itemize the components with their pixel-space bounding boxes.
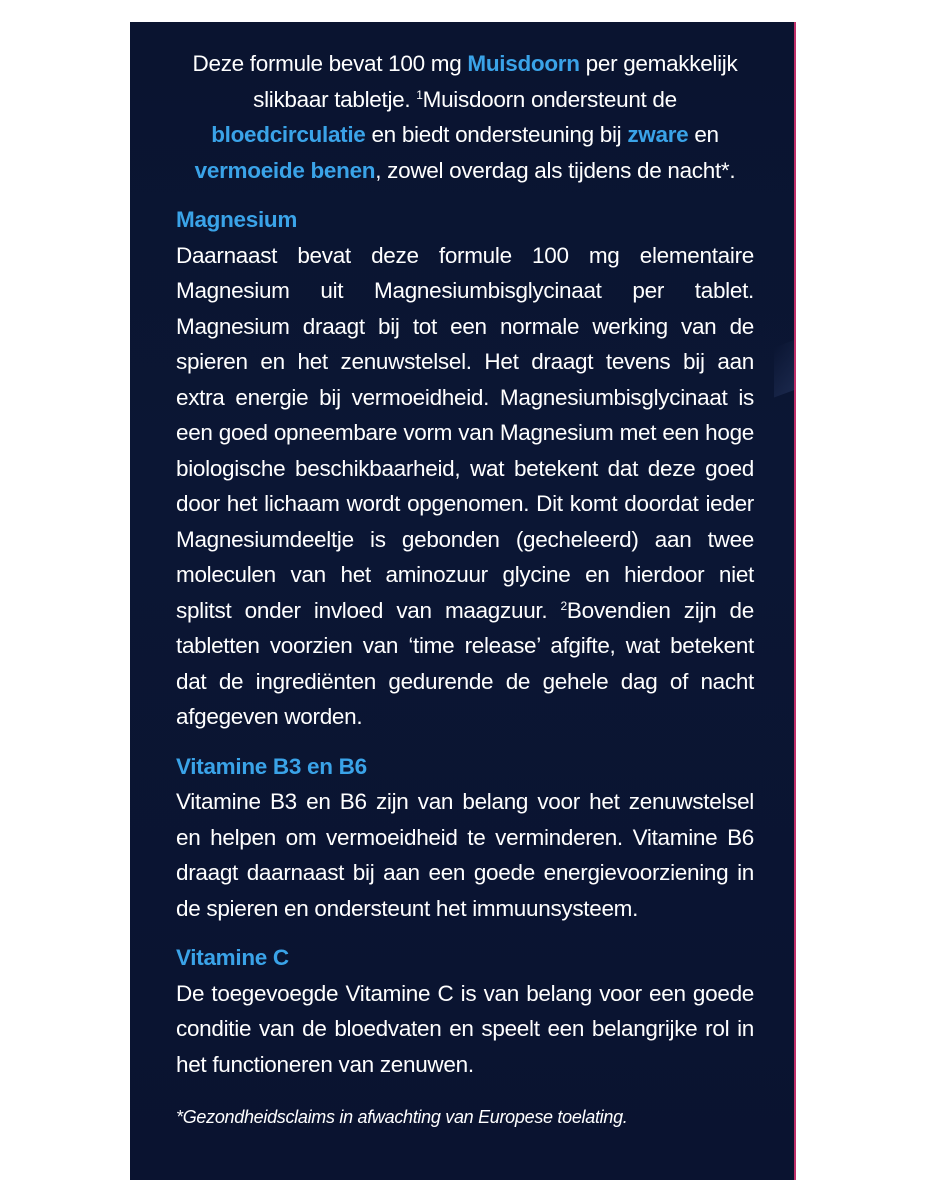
section-vitamine-c [176,940,754,1082]
intro-highlight-bloedcirculatie: bloedcirculatie [211,122,366,147]
magnesium-text: Daarnaast bevat deze formule 100 mg elementaire Magnesium uit Magnesiumbisglycinaat per tablet. Magnesium draagt bij tot een normale werking van de spieren en het zenuwstelsel. Het draagt tevens bij aan extra energie bij vermoeidheid. Magnesiumbisglycinaat is een goed opneembare vorm van Magnesium met een hoge biologische beschikbaarheid, wat betekent dat deze goed door het lichaam wordt opgenomen. Dit komt doordat ieder Magnesiumdeeltje is gebonden (gecheleerd) aan twee moleculen van het aminozuur glycine en hierdoor niet splitst onder invloed van maagzuur. [176,242,754,623]
section-title-vitamine-c: Vitamine C [176,945,289,970]
magnesium-text: Bovendien zijn de tabletten voorzien van ‘time release’ afgifte, wat betekent dat de ingrediënten gedurende de gehele dag of nacht afgegeven worden. [176,597,754,729]
section-magnesium [176,202,754,735]
intro-text: en biedt ondersteuning bij [365,122,628,147]
intro-highlight-zware: zware [627,122,689,147]
intro-text: per gemakkelijk slikbaar tabletje. [253,51,738,112]
footnote-disclaimer: *Gezondheidsclaims in afwachting van Europese toelating. [176,1107,628,1127]
section-title-magnesium: Magnesium [176,207,298,232]
section-title-vitamine-b: Vitamine B3 en B6 [176,753,367,779]
intro-text: Muisdoorn ondersteunt de [422,86,677,112]
footnote-ref-1: 1 [416,87,423,102]
intro-text: , zowel overdag als tijdens de nacht*. [375,157,736,183]
intro-paragraph [176,46,754,188]
intro-text: en [688,122,719,147]
section-body-magnesium [176,238,754,735]
intro-text: Deze formule bevat 100 mg [192,51,468,76]
product-info-panel [130,22,796,1180]
decorative-glow [774,337,796,398]
section-body-vitamine-b: Vitamine B3 en B6 zijn van belang voor het zenuwstelsel en helpen om vermoeidheid te verminderen. Vitamine B6 draagt daarnaast bij aan een goede energievoorziening in de spieren en ondersteunt het immuunsysteem. [176,789,754,921]
footnote-ref-2: 2 [560,598,567,613]
section-vitamine-b [176,749,754,927]
section-body-vitamine-c: De toegevoegde Vitamine C is van belang voor een goede conditie van de bloedvaten en speelt een belangrijke rol in het functioneren van zenuwen. [176,980,754,1077]
intro-highlight-vermoeide-benen: vermoeide benen [194,157,376,183]
content [176,46,754,1130]
intro-highlight-muisdoorn: Muisdoorn [467,51,580,76]
